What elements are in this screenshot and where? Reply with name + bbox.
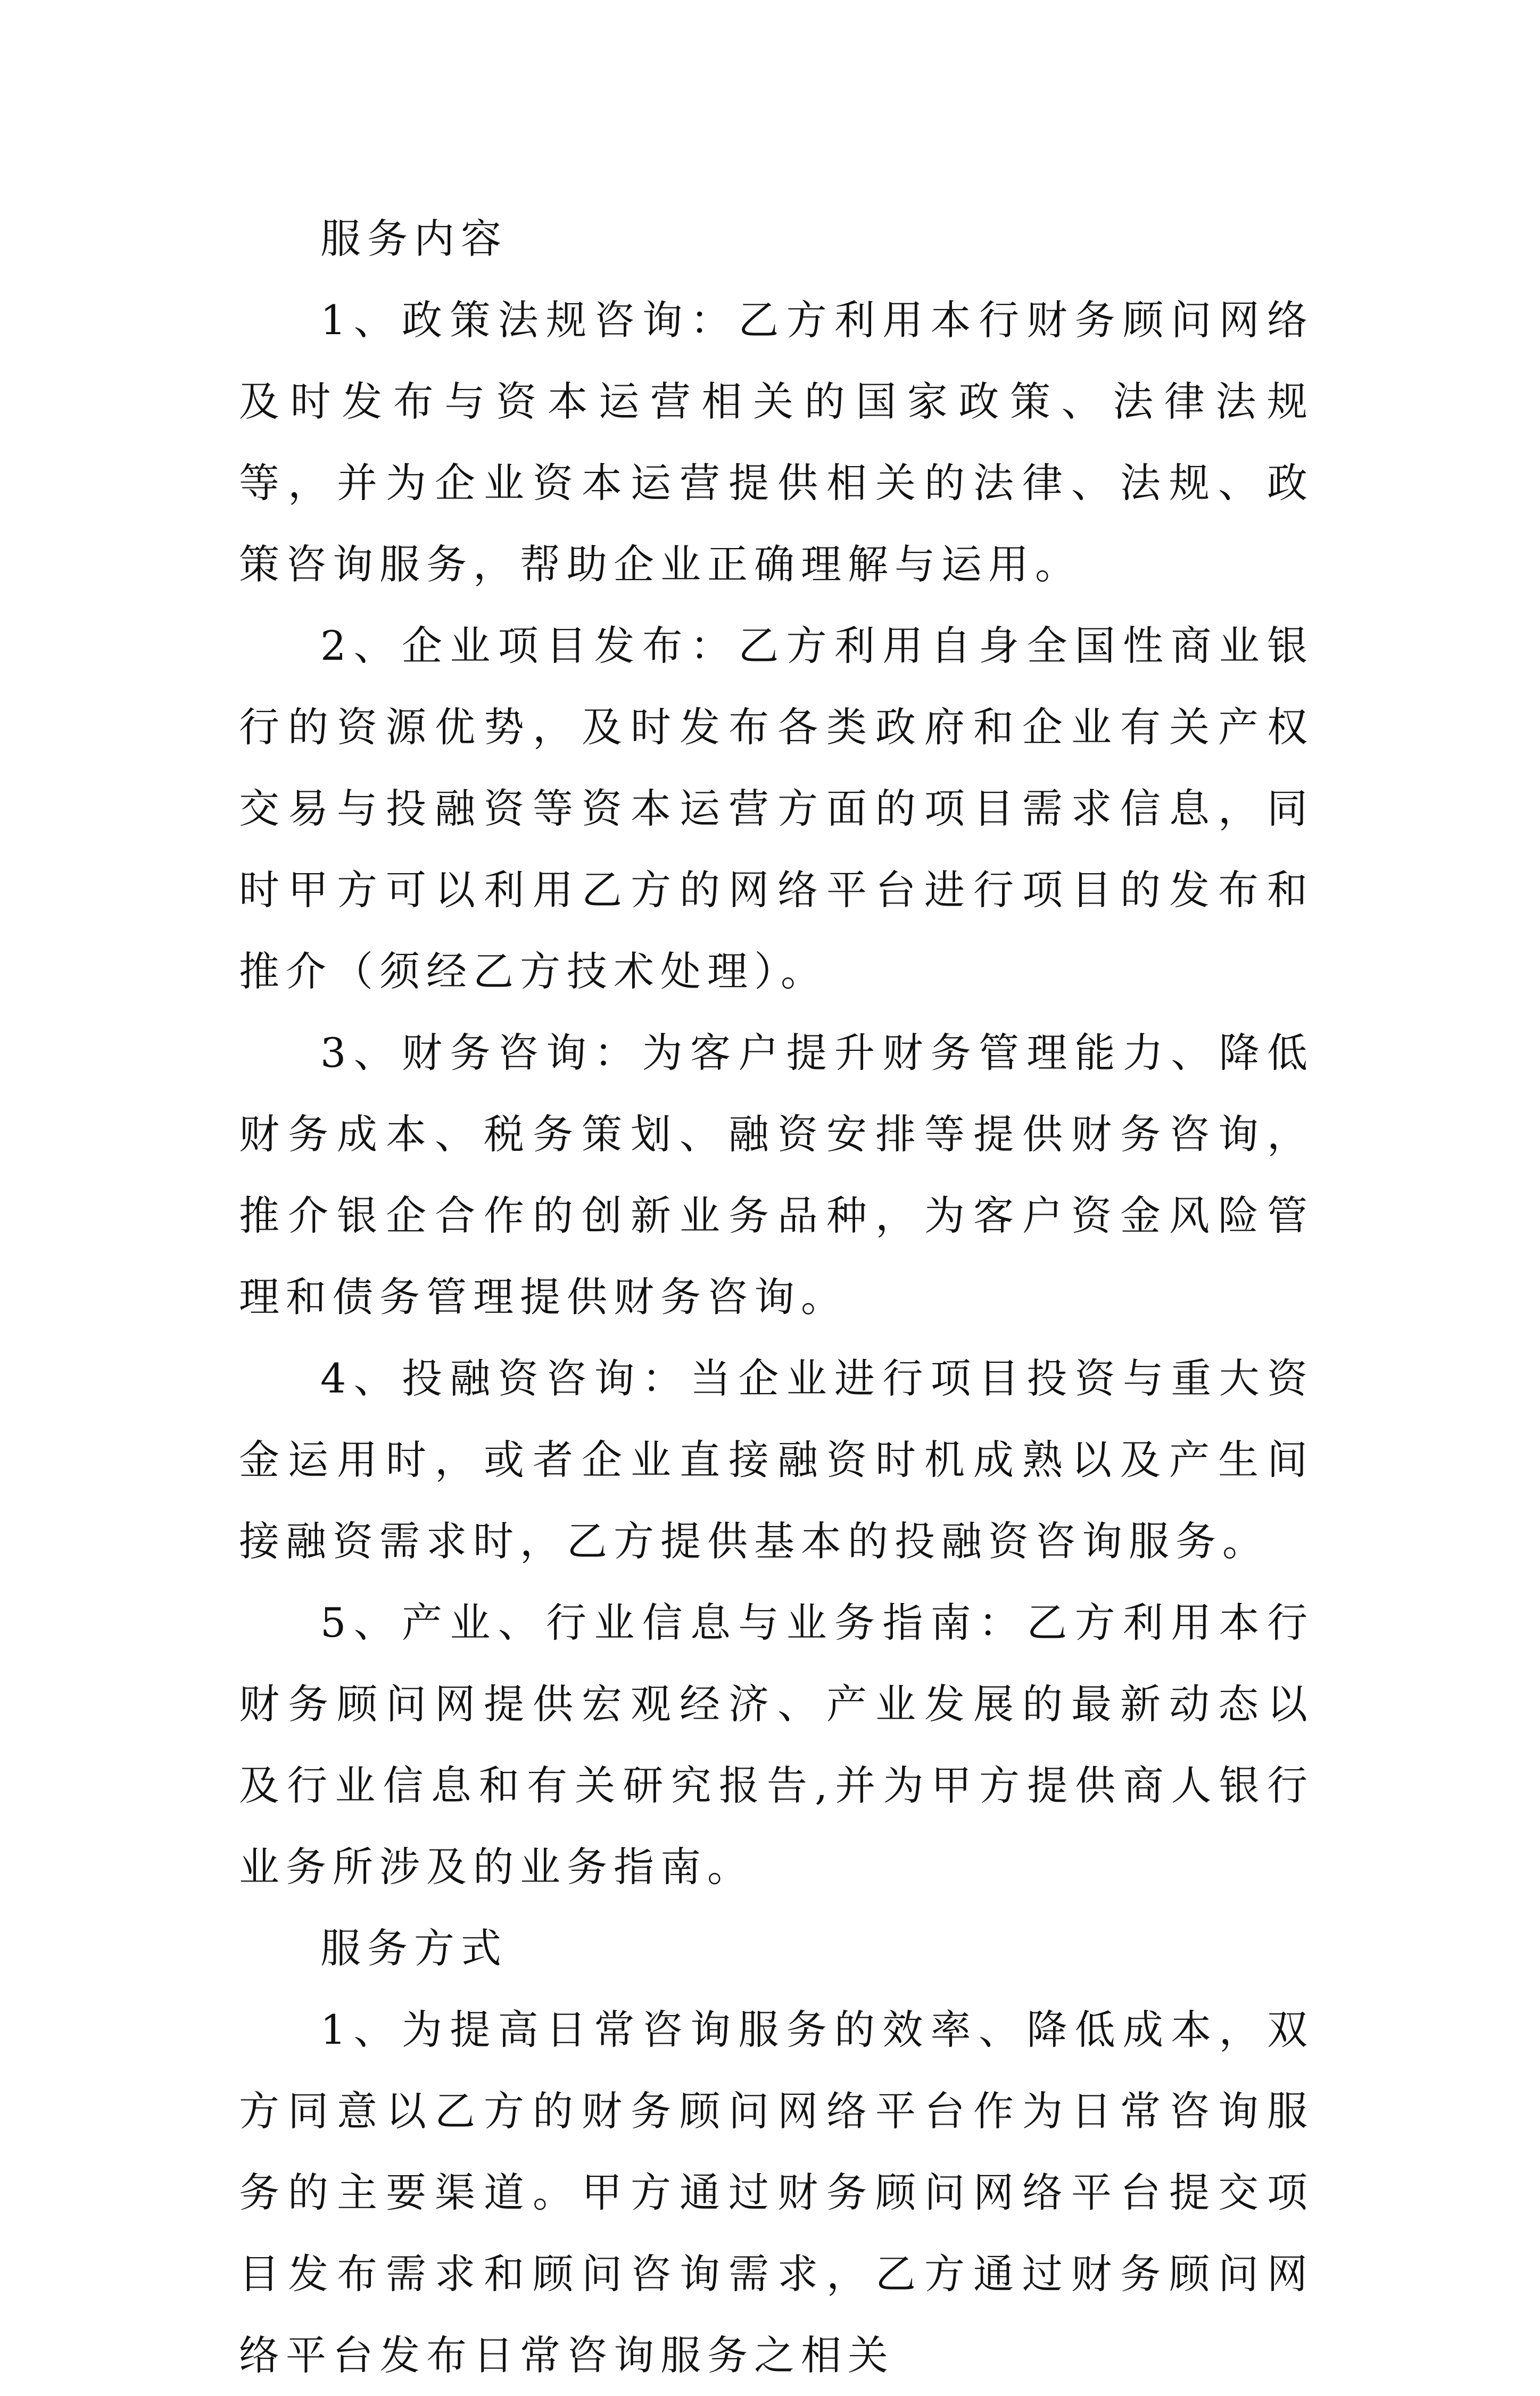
paragraph-project-release: 2、企业项目发布：乙方利用自身全国性商业银行的资源优势，及时发布各类政府和企业有关产权交易与投融资等资本运营方面的项目需求信息，同时甲方可以利用乙方的网络平台进行项目的发布和推介（须经乙方技术处理）。 xyxy=(239,622,1314,995)
section-heading-service-content: 服务内容 xyxy=(320,215,508,262)
paragraph-financial-consulting: 3、财务咨询：为客户提升财务管理能力、降低财务成本、税务策划、融资安排等提供财务咨询，推介银企合作的创新业务品种，为客户资金风险管理和债务管理提供财务咨询。 xyxy=(239,1029,1314,1321)
document-body xyxy=(239,198,1314,2396)
paragraph-policy-consulting: 1、政策法规咨询：乙方利用本行财务顾问网络及时发布与资本运营相关的国家政策、法律法规等，并为企业资本运营提供相关的法律、法规、政策咨询服务，帮助企业正确理解与运用。 xyxy=(239,296,1314,588)
paragraph-service-channel: 1、为提高日常咨询服务的效率、降低成本，双方同意以乙方的财务顾问网络平台作为日常咨询服务的主要渠道。甲方通过财务顾问网络平台提交项目发布需求和顾问咨询需求，乙方通过财务顾问网络平台发布日常咨询服务之相关 xyxy=(239,2006,1314,2379)
paragraph-industry-information: 5、产业、行业信息与业务指南：乙方利用本行财务顾问网提供宏观经济、产业发展的最新动态以及行业信息和有关研究报告,并为甲方提供商人银行业务所涉及的业务指南。 xyxy=(239,1599,1314,1891)
paragraph-investment-consulting: 4、投融资咨询：当企业进行项目投资与重大资金运用时，或者企业直接融资时机成熟以及产生间接融资需求时，乙方提供基本的投融资咨询服务。 xyxy=(239,1355,1314,1565)
section-heading-service-method: 服务方式 xyxy=(320,1925,508,1972)
